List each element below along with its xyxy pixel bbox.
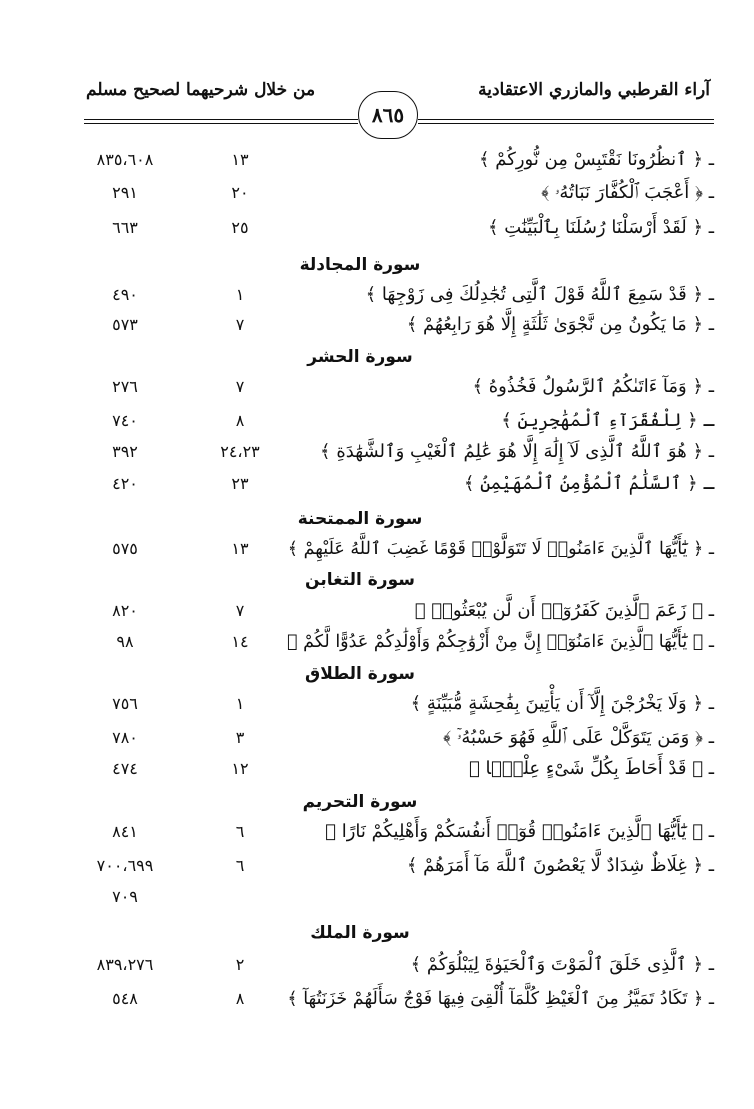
verse-text: ـ ﴿ أَعْجَبَ ٱلْكُفَّارَ نَبَاتُهُۥ ﴾	[541, 182, 714, 203]
running-header-title: آراء القرطبي والمازري الاعتقادية	[478, 80, 710, 100]
surah-heading: سورة التحريم	[302, 792, 418, 812]
index-row	[60, 851, 714, 881]
page-reference: ٩٨	[116, 632, 134, 651]
ayah-number: ١٣	[231, 150, 249, 169]
verse-text: ـ ﴿ غِلَاظٌ شِدَادٌ لَّا يَعْصُونَ ٱللَّهَ مَآ أَمَرَهُمْ ﴾	[406, 855, 714, 876]
ayah-number: ٢	[235, 955, 245, 974]
page-reference: ٧٤٠	[112, 411, 138, 430]
verse-text: ـ ﴿ ٱنظُرُونَا نَقْتَبِسْ مِن نُّورِكُمْ ﴾	[479, 149, 714, 170]
index-row	[60, 689, 714, 719]
ayah-number: ١	[235, 285, 245, 304]
verse-text: ـ ﴿ قَدْ أَحَاطَ بِكُلِّ شَىْءٍ عِلْمًۢا ﴾	[469, 758, 714, 779]
verse-text: ـ ﴿ مَا يَكُونُ مِن نَّجْوَىٰ ثَلَٰثَةٍ إِلَّا هُوَ رَابِعُهُمْ ﴾	[406, 314, 714, 335]
ayah-number: ٣	[235, 728, 245, 747]
verse-text: ـ ﴿ زَعَمَ ٱلَّذِينَ كَفَرُوٓا۟ أَن لَّن يُبْعَثُوا۟ ﴾	[414, 600, 714, 621]
ayah-number: ١٤	[231, 632, 249, 651]
surah-heading: سورة المجادلة	[299, 255, 421, 275]
page-reference: ٥٧٥	[112, 539, 138, 558]
ayah-number: ٧	[235, 315, 245, 334]
index-row	[60, 723, 714, 753]
header-rule-left	[84, 119, 358, 120]
page-reference: ٨٢٠	[112, 601, 138, 620]
page-reference: ٢٩١	[112, 183, 138, 202]
ayah-number: ٦	[235, 822, 245, 841]
page-reference: ٢٧٦	[112, 377, 138, 396]
surah-heading: سورة الطلاق	[305, 664, 415, 684]
index-row	[60, 310, 714, 340]
verse-text: ـ ﴿ تَكَادُ تَمَيَّزُ مِنَ ٱلْغَيْظِ كُلَّمَآ أُلْقِىَ فِيهَا فَوْجٌ سَأَلَهُمْ خَزَنَتُهَآ ﴾	[287, 989, 714, 1009]
page-reference: ٣٩٢	[112, 442, 138, 461]
index-row	[60, 534, 714, 564]
verse-text: ـ ﴿ يَٰٓأَيُّهَا ٱلَّذِينَ ءَامَنُوٓا۟ إِنَّ مِنْ أَزْوَٰجِكُمْ وَأَوْلَٰدِكُمْ عَدُوًّا لَّكُمْ ﴾	[287, 632, 714, 652]
verse-text: ـ ﴿ لَقَدْ أَرْسَلْنَا رُسُلَنَا بِٱلْبَيِّنَٰتِ ﴾	[487, 217, 714, 238]
surah-heading: سورة التغابن	[305, 570, 415, 590]
index-row	[60, 437, 714, 467]
surah-heading: سورة الملك	[310, 923, 410, 943]
ayah-number: ١	[235, 694, 245, 713]
verse-text: ـ ﴿ وَمَآ ءَاتَىٰكُمُ ٱلرَّسُولُ فَخُذُوهُ ﴾	[472, 376, 714, 397]
surah-heading: سورة الممتحنة	[297, 509, 423, 529]
page-reference: ٨٣٩،٢٧٦	[96, 955, 154, 974]
index-row	[60, 817, 714, 847]
surah-heading: سورة الحشر	[307, 347, 413, 367]
ayah-number: ٨	[235, 411, 245, 430]
running-header-subtitle: من خلال شرحيهما لصحيح مسلم	[86, 80, 316, 100]
page-reference-continued: ٧٠٩	[112, 887, 138, 906]
ayah-number: ٨	[235, 989, 245, 1008]
page-reference: ٨٣٥،٦٠٨	[96, 150, 154, 169]
verse-text: ـ ﴿ وَلَا يَخْرُجْنَ إِلَّآ أَن يَأْتِينَ بِفَٰحِشَةٍ مُّبَيِّنَةٍ ﴾	[410, 693, 714, 714]
page-reference: ٨٤١	[112, 822, 138, 841]
verse-text: ـ ﴿ يَٰٓأَيُّهَا ٱلَّذِينَ ءَامَنُوا۟ لَا تَتَوَلَّوْا۟ قَوْمًا غَضِبَ ٱللَّهُ عَلَيْهِمْ ﴾	[287, 539, 714, 559]
index-row	[60, 145, 714, 175]
page-number-badge: ٨٦٥	[358, 91, 418, 139]
ayah-number: ٢٣	[231, 474, 249, 493]
ayah-number: ٦	[235, 856, 245, 875]
ayah-number: ٢٠	[231, 183, 249, 202]
header-rule-right	[418, 119, 714, 120]
verse-text: ـ ﴿ وَمَن يَتَوَكَّلْ عَلَى ٱللَّهِ فَهُوَ حَسْبُهُۥٓ ﴾	[443, 727, 714, 748]
verse-text: ـ ﴿ هُوَ ٱللَّهُ ٱلَّذِى لَآ إِلَٰهَ إِلَّا هُوَ عَٰلِمُ ٱلْغَيْبِ وَٱلشَّهَٰدَةِ ﴾	[320, 441, 714, 462]
verse-text: ـ ﴿ ٱلَّذِى خَلَقَ ٱلْمَوْتَ وَٱلْحَيَوٰةَ لِيَبْلُوَكُمْ ﴾	[410, 954, 714, 975]
ayah-number: ١٢	[231, 759, 249, 778]
index-row	[60, 596, 714, 626]
page-reference: ٦٦٣	[112, 218, 138, 237]
verse-text: ـ ﴿ لِلْفُقَرَآءِ ٱلْمُهَٰجِرِينَ ﴾	[501, 410, 714, 431]
ayah-number: ٧	[235, 601, 245, 620]
page-reference: ٧٥٦	[112, 694, 138, 713]
page-reference: ٤٩٠	[112, 285, 138, 304]
page-reference: ٧٨٠	[112, 728, 138, 747]
index-row	[60, 178, 714, 208]
header-rule-left-inner	[84, 123, 358, 124]
page-reference: ٤٢٠	[112, 474, 138, 493]
index-row	[60, 406, 714, 436]
index-row	[60, 950, 714, 980]
ayah-number: ١٣	[231, 539, 249, 558]
index-row	[60, 469, 714, 499]
ayah-number: ٧	[235, 377, 245, 396]
verse-text: ـ ﴿ ٱلسَّلَٰمُ ٱلْمُؤْمِنُ ٱلْمُهَيْمِنُ ﴾	[463, 473, 714, 494]
page-reference: ٧٠٠،٦٩٩	[96, 856, 154, 875]
verse-text: ـ ﴿ قَدْ سَمِعَ ٱللَّهُ قَوْلَ ٱلَّتِى تُجَٰدِلُكَ فِى زَوْجِهَا ﴾	[365, 284, 714, 305]
index-row	[60, 754, 714, 784]
index-row	[60, 627, 714, 657]
header-rule-right-inner	[418, 123, 714, 124]
page-reference: ٥٤٨	[112, 989, 138, 1008]
index-row	[60, 280, 714, 310]
ayah-number: ٢٥	[231, 218, 249, 237]
page-reference: ٤٧٤	[112, 759, 138, 778]
page-reference: ٥٧٣	[112, 315, 138, 334]
index-row	[60, 213, 714, 243]
index-row	[60, 372, 714, 402]
verse-text: ـ ﴿ يَٰٓأَيُّهَا ٱلَّذِينَ ءَامَنُوا۟ قُوٓا۟ أَنفُسَكُمْ وَأَهْلِيكُمْ نَارًا ﴾	[325, 821, 714, 842]
ayah-number: ٢٤،٢٣	[220, 442, 260, 461]
index-row	[60, 984, 714, 1014]
